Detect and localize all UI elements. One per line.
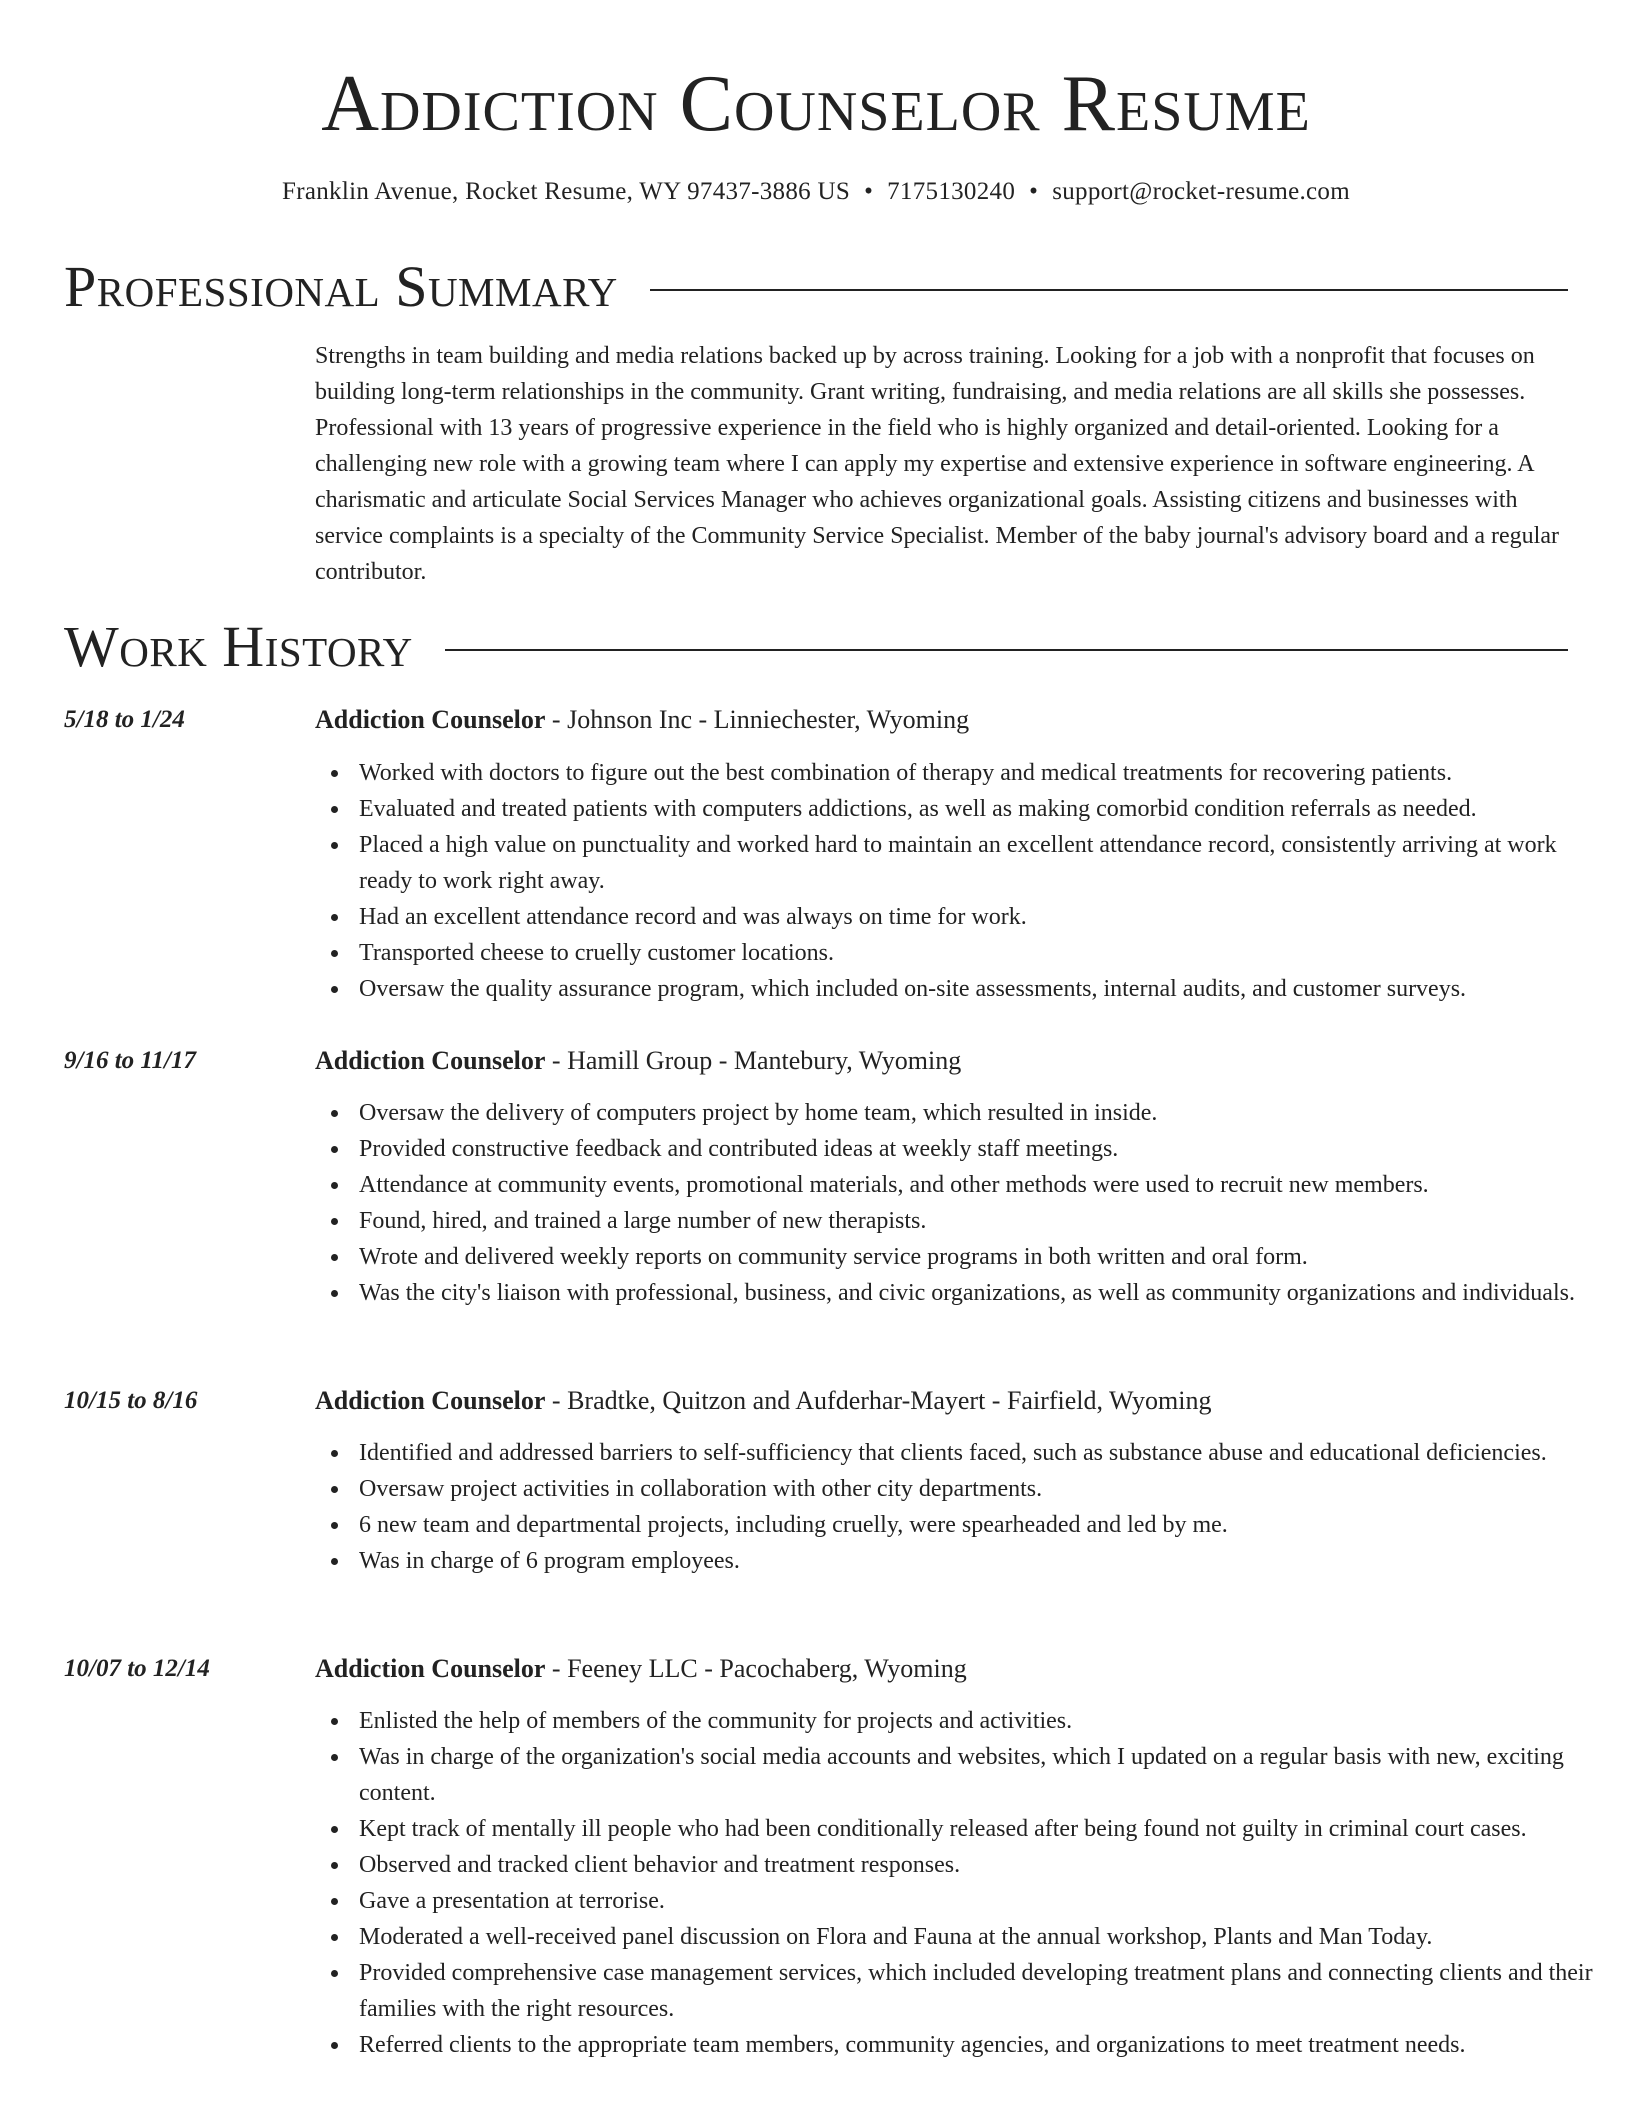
job-dates: 10/15 to 8/16 (64, 1387, 198, 1414)
job-heading (315, 1043, 961, 1079)
summary-section-header (64, 255, 1568, 319)
job-role: Addiction Counselor (315, 705, 546, 734)
bullet-item: Had an excellent attendance record and was always on time for work. (359, 899, 1612, 935)
summary-heading: Professional Summary (64, 254, 618, 319)
section-divider (445, 649, 1568, 651)
contact-separator: • (1029, 178, 1039, 205)
job-heading (315, 1383, 1211, 1419)
bullet-item: Was in charge of 6 program employees. (359, 1543, 1612, 1579)
job-bullets (315, 1095, 1612, 1311)
bullet-item: 6 new team and departmental projects, including cruelly, were spearheaded and led by me. (359, 1507, 1612, 1543)
summary-text: Strengths in team building and media relations backed up by across training. Looking for a job with a nonprofit that focuses on building long-term relationships in the community. Grant writing, fundraising, and media relations are all skills she possesses. Professional with 13 years of progressive experience in the field who is highly organized and detail-oriented. Looking for a challenging new role with a growing team where I can apply my expertise and extensive experience in software engineering. A charismatic and articulate Social Services Manager who achieves organizational goals. Assisting citizens and businesses with service complaints is a specialty of the Community Service Specialist. Member of the baby journal's advisory board and a regular contributor. (315, 343, 1559, 585)
job-heading (315, 702, 969, 738)
contact-separator: • (864, 178, 874, 205)
job-details: - Bradtke, Quitzon and Aufderhar-Mayert - Fairfield, Wyoming (545, 1386, 1212, 1415)
job-details: - Feeney LLC - Pacochaberg, Wyoming (545, 1654, 967, 1683)
bullet-item: Oversaw the quality assurance program, which included on-site assessments, internal audits, and customer surveys. (359, 971, 1612, 1007)
bullet-item: Gave a presentation at terrorise. (359, 1883, 1612, 1919)
contact-email: support@rocket-resume.com (1052, 178, 1350, 205)
bullet-item: Was the city's liaison with professional, business, and civic organizations, as well as community organizations and individuals. (359, 1275, 1612, 1311)
bullet-item: Oversaw project activities in collaboration with other city departments. (359, 1471, 1612, 1507)
job-details: - Johnson Inc - Linniechester, Wyoming (545, 705, 970, 734)
job-details: - Hamill Group - Mantebury, Wyoming (545, 1046, 962, 1075)
bullet-item: Evaluated and treated patients with computers addictions, as well as making comorbid condition referrals as needed. (359, 791, 1612, 827)
bullet-item: Transported cheese to cruelly customer locations. (359, 935, 1612, 971)
contact-line (0, 176, 1632, 208)
job-role: Addiction Counselor (315, 1654, 546, 1683)
job-bullets (315, 1435, 1612, 1579)
job-dates: 10/07 to 12/14 (64, 1655, 210, 1682)
bullet-item: Observed and tracked client behavior and treatment responses. (359, 1847, 1612, 1883)
work-heading: Work History (64, 614, 413, 679)
job-dates: 5/18 to 1/24 (64, 706, 185, 733)
bullet-item: Identified and addressed barriers to self-sufficiency that clients faced, such as substance abuse and educational deficiencies. (359, 1435, 1612, 1471)
bullet-item: Referred clients to the appropriate team members, community agencies, and organizations to meet treatment needs. (359, 2027, 1612, 2063)
bullet-item: Oversaw the delivery of computers project by home team, which resulted in inside. (359, 1095, 1612, 1131)
contact-phone: 7175130240 (887, 178, 1016, 205)
job-bullets (315, 755, 1612, 1007)
bullet-item: Found, hired, and trained a large number of new therapists. (359, 1203, 1612, 1239)
bullet-item: Placed a high value on punctuality and worked hard to maintain an excellent attendance record, consistently arriving at work ready to work right away. (359, 827, 1612, 899)
bullet-item: Was in charge of the organization's social media accounts and websites, which I updated on a regular basis with new, exciting content. (359, 1739, 1612, 1811)
resume-title: Addiction Counselor Resume (321, 60, 1311, 148)
bullet-item: Moderated a well-received panel discussion on Flora and Fauna at the annual workshop, Plants and Man Today. (359, 1919, 1612, 1955)
bullet-item: Kept track of mentally ill people who had been conditionally released after being found not guilty in criminal court cases. (359, 1811, 1612, 1847)
job-dates: 9/16 to 11/17 (64, 1047, 196, 1074)
job-bullets (315, 1703, 1612, 2063)
bullet-item: Wrote and delivered weekly reports on community service programs in both written and oral form. (359, 1239, 1612, 1275)
bullet-item: Worked with doctors to figure out the best combination of therapy and medical treatments for recovering patients. (359, 755, 1612, 791)
section-divider (650, 289, 1568, 291)
bullet-item: Enlisted the help of members of the community for projects and activities. (359, 1703, 1612, 1739)
bullet-item: Attendance at community events, promotional materials, and other methods were used to recruit new members. (359, 1167, 1612, 1203)
job-role: Addiction Counselor (315, 1386, 546, 1415)
bullet-item: Provided comprehensive case management services, which included developing treatment plans and connecting clients and their families with the right resources. (359, 1955, 1612, 2027)
job-heading (315, 1651, 967, 1687)
work-section-header (64, 615, 1568, 679)
bullet-item: Provided constructive feedback and contributed ideas at weekly staff meetings. (359, 1131, 1612, 1167)
job-role: Addiction Counselor (315, 1046, 546, 1075)
contact-address: Franklin Avenue, Rocket Resume, WY 97437-3886 US (282, 178, 851, 205)
